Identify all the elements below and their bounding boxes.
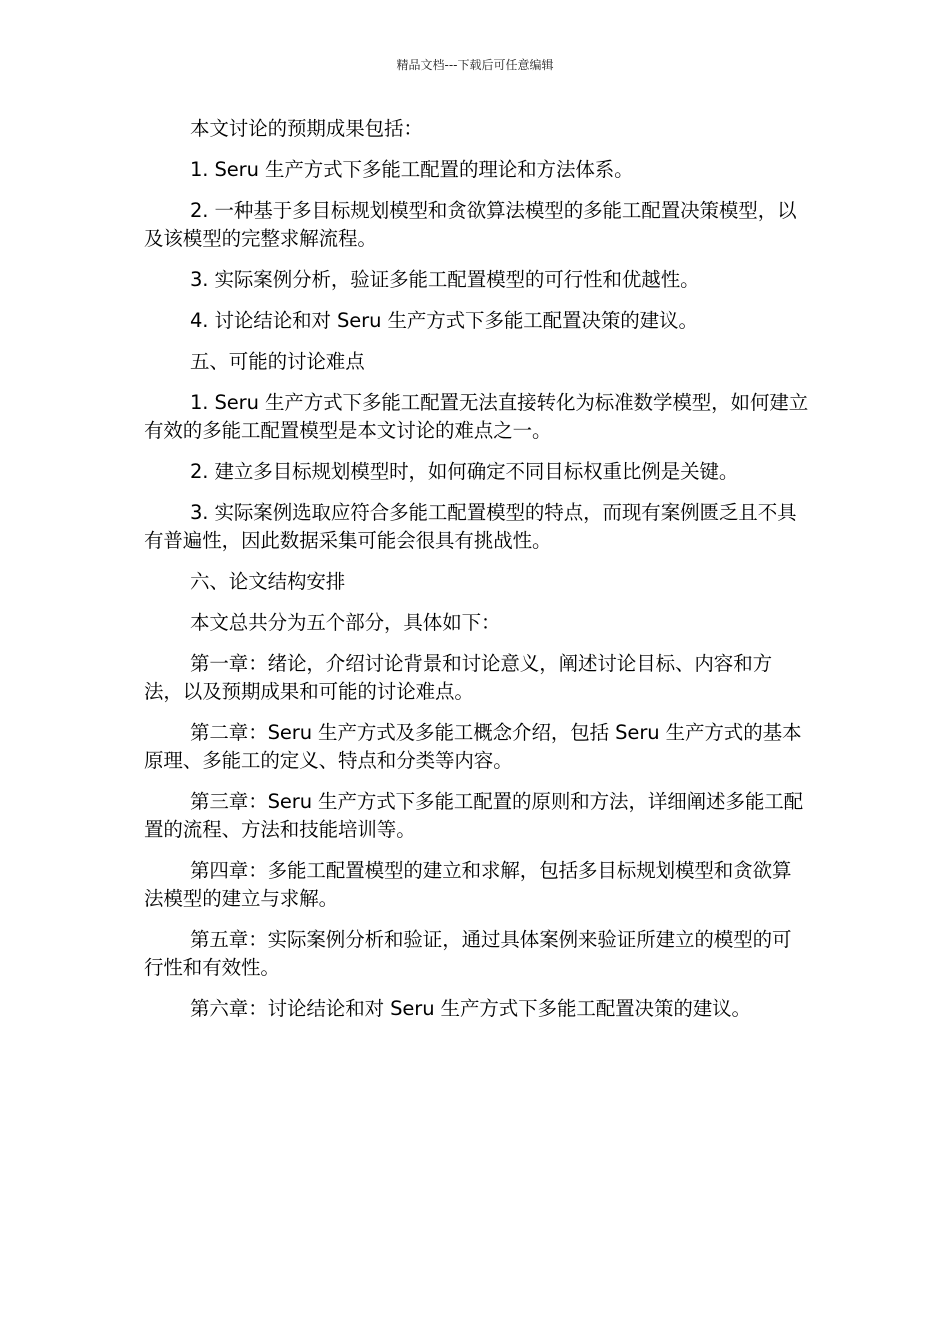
paragraph-result-3: 3. 实际案例分析，验证多能工配置模型的可行性和优越性。 [190,268,700,291]
paragraph-chapter-3: 第三章：Seru 生产方式下多能工配置的原则和方法，详细阐述多能工配置的流程、方法和技能培训等。 [144,790,804,841]
paragraph-difficulty-1: 1. Seru 生产方式下多能工配置无法直接转化为标准数学模型，如何建立有效的多能工配置模型是本文讨论的难点之一。 [144,391,809,442]
paragraph-chapter-1: 第一章：绪论，介绍讨论背景和讨论意义，阐述讨论目标、内容和方法，以及预期成果和可能的讨论难点。 [144,652,773,703]
paragraph-chapter-2: 第二章：Seru 生产方式及多能工概念介绍，包括 Seru 生产方式的基本原理、多能工的定义、特点和分类等内容。 [144,721,802,772]
paragraph-difficulty-3: 3. 实际案例选取应符合多能工配置模型的特点，而现有案例匮乏且不具有普遍性，因此数据采集可能会很具有挑战性。 [144,501,797,552]
paragraph-expected-results-intro: 本文讨论的预期成果包括： [190,117,423,140]
paragraph-result-4: 4. 讨论结论和对 Seru 生产方式下多能工配置决策的建议。 [190,309,698,332]
document-body [144,115,809,1036]
section-heading-difficulties: 五、可能的讨论难点 [190,350,365,373]
paragraph-result-2: 2. 一种基于多目标规划模型和贪欲算法模型的多能工配置决策模型，以及该模型的完整求解流程。 [144,199,797,250]
paragraph-structure-intro: 本文总共分为五个部分，具体如下： [190,611,501,634]
paragraph-difficulty-2: 2. 建立多目标规划模型时，如何确定不同目标权重比例是关键。 [190,460,739,483]
section-heading-structure: 六、论文结构安排 [190,570,346,593]
paragraph-result-1: 1. Seru 生产方式下多能工配置的理论和方法体系。 [190,158,634,181]
paragraph-chapter-5: 第五章：实际案例分析和验证，通过具体案例来验证所建立的模型的可行性和有效性。 [144,928,792,979]
paragraph-chapter-6: 第六章：讨论结论和对 Seru 生产方式下多能工配置决策的建议。 [190,997,751,1020]
paragraph-chapter-4: 第四章：多能工配置模型的建立和求解，包括多目标规划模型和贪欲算法模型的建立与求解。 [144,859,792,910]
page-header: 精品文档---下载后可任意编辑 [396,58,554,72]
